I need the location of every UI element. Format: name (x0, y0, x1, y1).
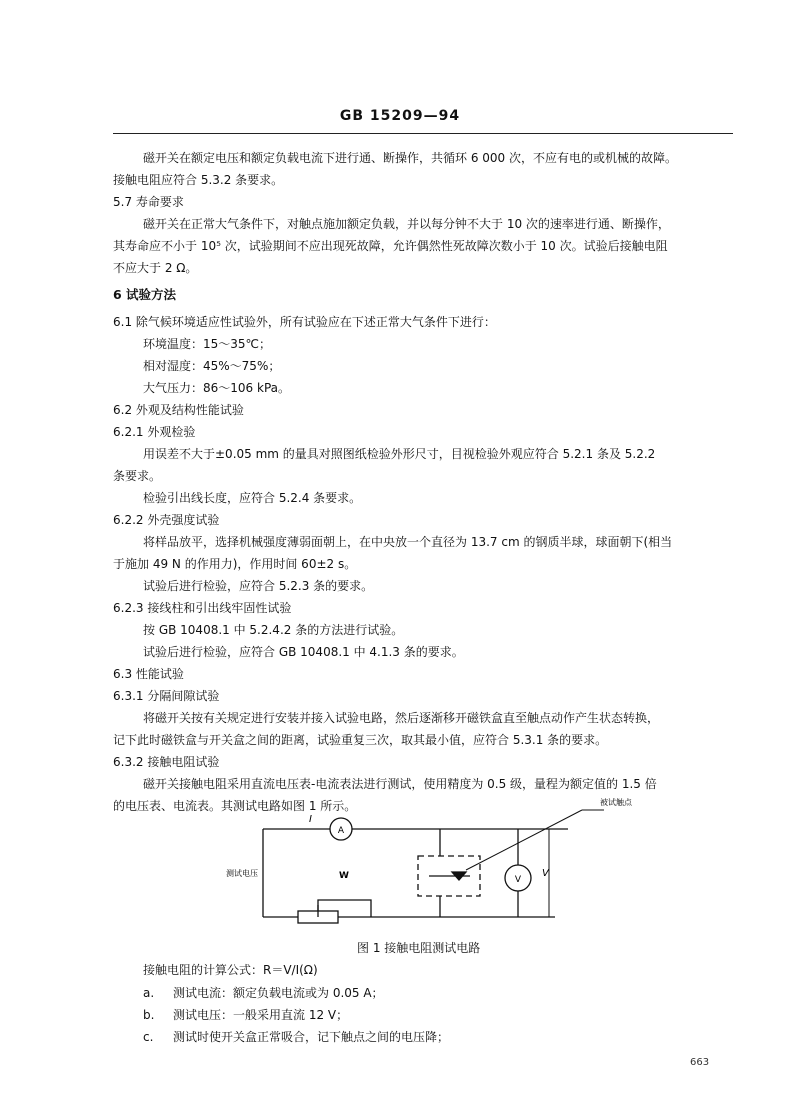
ammeter-label: A (337, 826, 345, 836)
paragraph-line: 记下此时磁铁盒与开关盒之间的距离，试验重复三次，取其最小值，应符合 5.3.1 条的要求。 (113, 733, 608, 747)
paragraph-line: 的电压表、电流表。其测试电路如图 1 所示。 (113, 799, 357, 813)
subsection-heading: 6.2.3 接线柱和引出线牢固性试验 (113, 601, 292, 615)
list-item-marker: c. (143, 1030, 154, 1044)
subsection-heading: 6.2.1 外观检验 (113, 425, 196, 439)
test-contact-label: 被试触点 (600, 798, 632, 807)
section-heading: 6.3 性能试验 (113, 667, 184, 681)
condition-line: 环境温度：15～35℃； (143, 337, 272, 351)
condition-line: 相对湿度：45%～75%； (143, 359, 281, 373)
paragraph-line: 不应大于 2 Ω。 (113, 261, 198, 275)
voltage-label: V (542, 868, 549, 879)
subsection-heading: 6.3.2 接触电阻试验 (113, 755, 220, 769)
paragraph-line: 其寿命应不小于 10⁵ 次，试验期间不应出现死故障，允许偶然性死故障次数小于 10 次。试验后接触电阻 (113, 239, 668, 253)
list-item-marker: a. (143, 986, 155, 1000)
page-number: 663 (690, 1057, 710, 1068)
paragraph-line: 将样品放平，选择机械强度薄弱面朝上，在中央放一个直径为 13.7 cm 的钢质半球，球面朝下(相当 (143, 535, 673, 549)
paragraph-line: 于施加 49 N 的作用力)，作用时间 60±2 s。 (113, 557, 357, 571)
chapter-heading: 6 试验方法 (113, 287, 177, 302)
paragraph-line: 条要求。 (113, 469, 162, 483)
paragraph-line: 磁开关接触电阻采用直流电压表-电流表法进行测试，使用精度为 0.5 级，量程为额定值的 1.5 倍 (143, 777, 657, 791)
list-item-text: 测试电流：额定负载电流或为 0.05 A； (173, 986, 384, 1000)
figure-caption: 图 1 接触电阻测试电路 (357, 941, 481, 955)
subsection-heading: 6.2.2 外壳强度试验 (113, 513, 220, 527)
subsection-heading: 6.3.1 分隔间隙试验 (113, 689, 220, 703)
paragraph-line: 将磁开关按有关规定进行安装并接入试验电路，然后逐渐移开磁铁盒直至触点动作产生状态转换， (143, 711, 660, 725)
power-source-label: W (339, 871, 349, 881)
list-item-text: 测试时使开关盒正常吸合，记下触点之间的电压降； (173, 1030, 450, 1044)
voltmeter-label: V (514, 875, 522, 885)
paragraph-line: 试验后进行检验，应符合 GB 10408.1 中 4.1.3 条的要求。 (143, 645, 464, 659)
condition-line: 大气压力：86～106 kPa。 (143, 381, 290, 395)
contact-leader-line (466, 810, 582, 870)
paragraph-line: 接触电阻应符合 5.3.2 条要求。 (113, 173, 284, 187)
standard-header: GB 15209—94 (339, 108, 461, 124)
paragraph-line: 磁开关在正常大气条件下，对触点施加额定负载，并以每分钟不大于 10 次的速率进行通、断操作， (143, 217, 670, 231)
section-heading: 6.2 外观及结构性能试验 (113, 403, 244, 417)
section-heading: 6.1 除气候环境适应性试验外，所有试验应在下述正常大气条件下进行： (113, 315, 496, 329)
test-voltage-label: 测试电压 (226, 869, 258, 878)
list-item-marker: b. (143, 1008, 155, 1022)
paragraph-line: 磁开关在额定电压和额定负载电流下进行通、断操作，共循环 6 000 次，不应有电的或机械的故障。 (143, 151, 677, 165)
list-item-text: 测试电压：一般采用直流 12 V； (173, 1008, 349, 1022)
paragraph-line: 检验引出线长度，应符合 5.2.4 条要求。 (143, 491, 362, 505)
current-label: I (309, 814, 312, 825)
paragraph-line: 按 GB 10408.1 中 5.2.4.2 条的方法进行试验。 (143, 623, 404, 637)
paragraph-line: 用误差不大于±0.05 mm 的量具对照图纸检验外形尺寸，目视检验外观应符合 5.2.1 条及 5.2.2 (143, 447, 656, 461)
section-heading: 5.7 寿命要求 (113, 195, 184, 209)
formula-line: 接触电阻的计算公式：R＝V/I(Ω) (143, 963, 318, 977)
paragraph-line: 试验后进行检验，应符合 5.2.3 条的要求。 (143, 579, 374, 593)
